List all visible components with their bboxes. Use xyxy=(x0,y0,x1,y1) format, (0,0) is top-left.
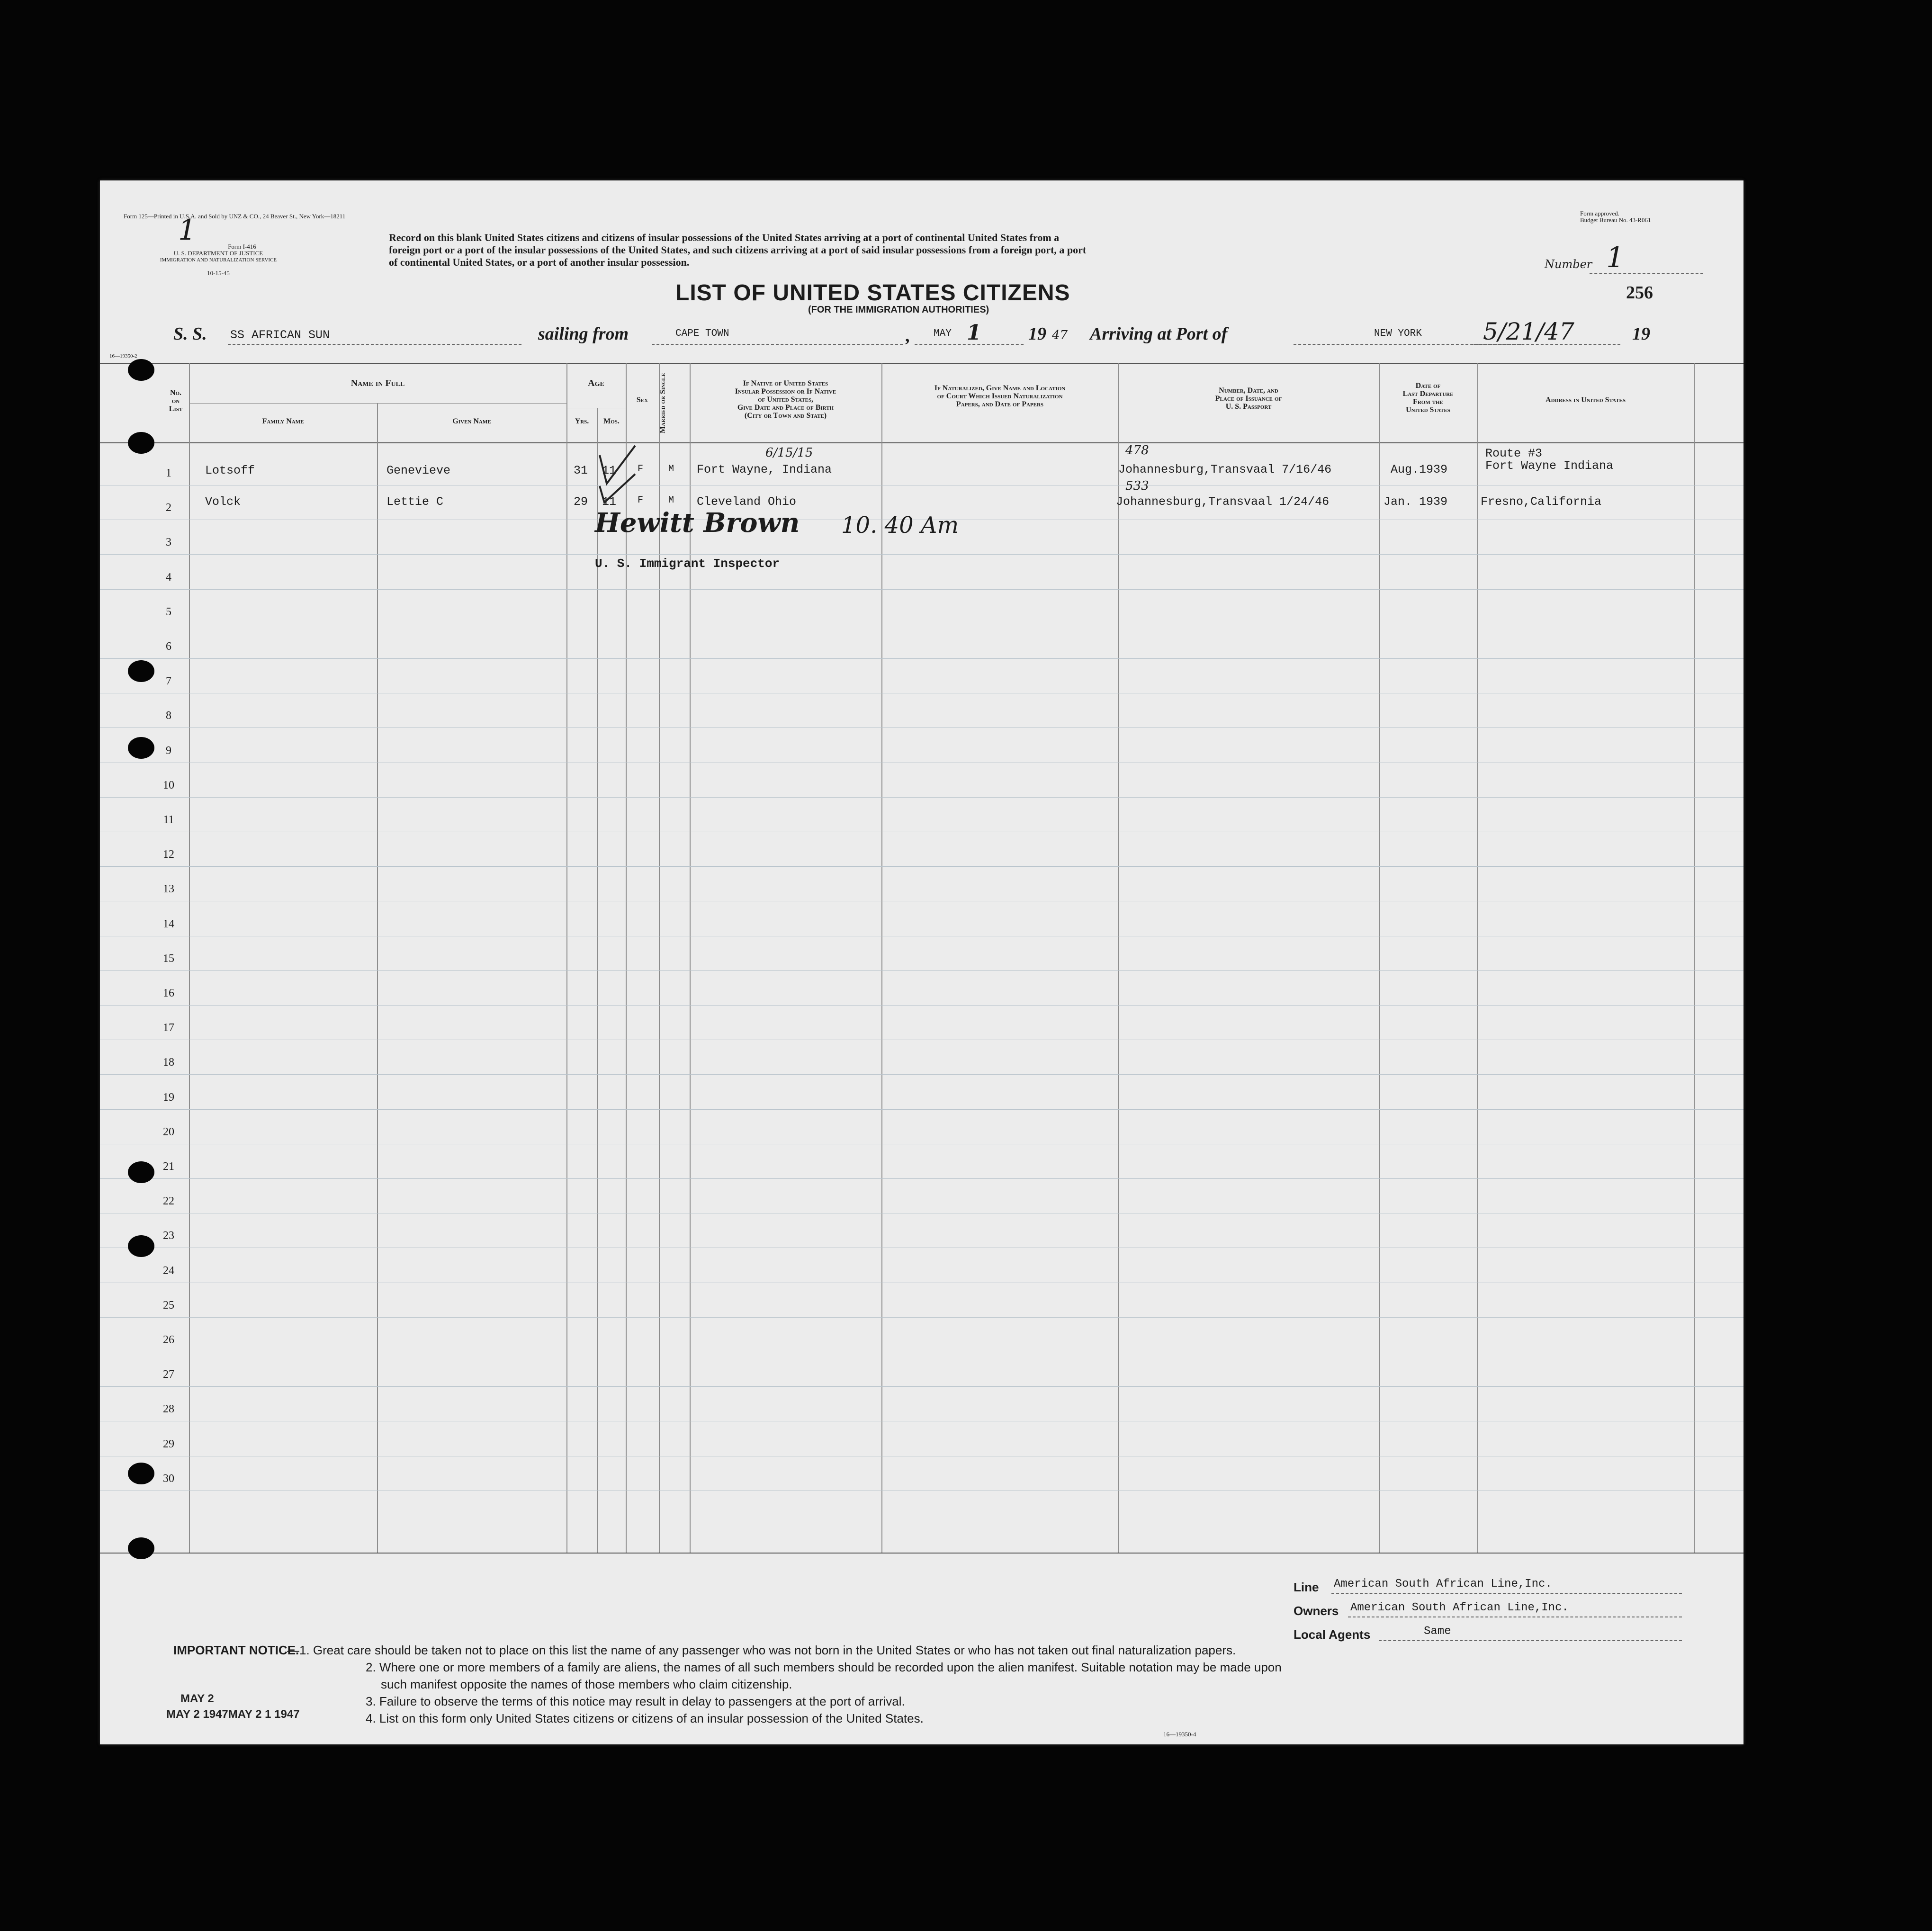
inspector-title: U. S. Immigrant Inspector xyxy=(595,557,780,571)
owners-label: Owners xyxy=(1294,1604,1339,1618)
budget-bureau: Budget Bureau No. 43-R061 xyxy=(1580,216,1651,224)
col-given-name: Given Name xyxy=(452,417,491,425)
age-months: 11 xyxy=(602,495,617,509)
manifest-sheet: Form 125—Printed in U.S.A. and Sold by UNZ & CO., 24 Beaver St., New York—18211 1 Form I-416 U. S. DEPARTMENT OF JUSTICE IMMIGRATION AND NATURALIZATION SERVICE 10-15-45 Form approved. Budget Bureau No. 43-R061 Record on this blank United States citizens and citizens of insular possessions of the United States arriving at a port of continental United States from a foreign port or a port of the insular possessions of the United States, and such citizens arriving at a port of said insular possessions from a foreign port, a port of continental United States, or a port of another insular possession. Number 1 256 LIST OF UNITED STATES CITIZENS (FOR THE IMMIGRATION AUTHORITIES) S. S. SS AFRICAN SUN sailing from CAPE TOWN , MAY 1 19 47 Arriving at Port of NEW YORK 5/21/47 19 16—19350-2 No. on List Name in Full Family Name Given Name Age Yrs. Mos. Sex Married or Single If Native of United States Insular Possession or If Native of United States, Give Date and Place of Birth (City or Town and State) If Naturalized, Give Name and Location of Court Which Issued Naturalization Papers, and Date of Papers Number, Date, and Place of Issuance of U. S. Passport Date of Last Departure From the United States Address in United States 1 2 3 4 5 6 7 8 9 10 11 12 13 14 15 16 17 18 19 20 21 22 23 24 25 26 27 28 29 30 Lotsoff Genevieve 31 11 F M 6/15/15 Fort Wayne, Indiana 478 Johannesburg,Transvaal 7/16/46 Aug.1939 Route #3 Fort Wayne Indiana Volck Lettie C 29 11 F M Cleveland Ohio 533 Johannesburg,Transvaal 1/24/46 Jan. 1939 Fresno,California Hewitt Brown 10. 40 Am U. S. Immigrant Inspector Line American South African Line,Inc. Owners American South African Line,Inc. Local Agents Same IMPORTANT NOTICE. —1. Great care should be taken not to place on this list the name of any passenger who was not born in the United States or who has not taken out final naturalization papers. 2. Where one or more members of a family are aliens, the names of all such members should be recorded upon the alien manifest. Suitable notation may be made upon such manifest opposite the names of those members who claim citizenship. 3. Failure to observe the terms of this notice may result in delay to passengers at the port of arrival. 4. List on this form only United States citizens or citizens of an insular possession of the United States. MAY 2 MAY 2 1947MAY 2 1 1947 16—19350-4 xyxy=(100,180,1743,1744)
passport-number: 478 xyxy=(1125,443,1149,458)
col-rule xyxy=(597,408,598,1553)
inspector-signature: Hewitt Brown xyxy=(595,507,800,539)
row-number: 30 xyxy=(163,1472,174,1485)
ss-label: S. S. xyxy=(173,324,207,344)
row-rule xyxy=(100,554,1743,555)
age-months: 11 xyxy=(602,464,617,477)
number-label: Number xyxy=(1545,258,1592,271)
row-number: 18 xyxy=(163,1056,174,1069)
page-subtitle: (FOR THE IMMIGRATION AUTHORITIES) xyxy=(808,305,989,315)
sail-day: 1 xyxy=(967,321,981,345)
row-rule xyxy=(100,1386,1743,1387)
page-number: 256 xyxy=(1626,283,1653,303)
arrival-date: 5/21/47 xyxy=(1483,318,1574,345)
row-number: 5 xyxy=(166,605,171,618)
row-number: 29 xyxy=(163,1437,174,1450)
year-prefix-2: 19 xyxy=(1632,324,1650,344)
birth-date: 6/15/15 xyxy=(765,446,813,460)
service: IMMIGRATION AND NATURALIZATION SERVICE xyxy=(160,257,277,263)
row-number: 9 xyxy=(166,744,171,757)
col-family-name: Family Name xyxy=(262,417,304,425)
check-marks xyxy=(593,436,645,517)
sex: F xyxy=(638,495,644,506)
row-rule xyxy=(100,589,1743,590)
col-rule xyxy=(659,363,660,1553)
sail-month: MAY xyxy=(934,328,952,339)
row-number: 3 xyxy=(166,536,171,549)
row-number: 24 xyxy=(163,1264,174,1277)
department: U. S. DEPARTMENT OF JUSTICE xyxy=(173,250,263,257)
given-name: Genevieve xyxy=(386,464,451,477)
col-no-header: No. on List xyxy=(169,389,183,413)
line-underline xyxy=(1331,1593,1682,1594)
row-number: 25 xyxy=(163,1299,174,1311)
col-rule xyxy=(1379,363,1380,1553)
page-title: LIST OF UNITED STATES CITIZENS xyxy=(675,280,1070,305)
row-number: 21 xyxy=(163,1160,174,1173)
row-rule xyxy=(100,1178,1743,1179)
binder-hole xyxy=(128,1161,154,1183)
row-number: 27 xyxy=(163,1368,174,1381)
passport-number: 533 xyxy=(1125,479,1149,493)
row-number: 22 xyxy=(163,1195,174,1208)
row-number: 28 xyxy=(163,1403,174,1416)
footer-code: 16—19350-4 xyxy=(1163,1731,1196,1738)
side-code: 16—19350-2 xyxy=(109,353,137,359)
agents-label: Local Agents xyxy=(1294,1627,1371,1642)
row-number: 15 xyxy=(163,952,174,965)
col-naturalized: If Naturalized, Give Name and Location of Court Which Issued Naturalization Papers, and Date of Papers xyxy=(934,384,1066,408)
form-number: Form I-416 xyxy=(228,243,256,250)
instruction-line-1: Record on this blank United States citizens and citizens of insular possessions of the United States arriving at a port of continental United States from a xyxy=(389,232,1060,243)
sex: F xyxy=(638,464,644,475)
received-stamp: MAY 2 xyxy=(180,1692,214,1705)
approval-line: Form approved. xyxy=(1580,210,1620,217)
arriving-label: Arriving at Port of xyxy=(1090,324,1228,344)
address-line-2: Fort Wayne Indiana xyxy=(1485,459,1614,473)
address-line-1: Route #3 xyxy=(1485,447,1543,460)
header-bottom-rule xyxy=(100,442,1743,443)
agents-underline xyxy=(1379,1640,1682,1641)
birth-place: Fort Wayne, Indiana xyxy=(697,463,832,476)
row-number: 13 xyxy=(163,883,174,896)
col-yrs: Yrs. xyxy=(575,417,589,425)
birth-place: Cleveland Ohio xyxy=(697,495,797,509)
binder-hole xyxy=(128,737,154,759)
col-rule xyxy=(189,363,190,1553)
family-name: Lotsoff xyxy=(205,464,255,477)
notice-item-1: —1. Great care should be taken not to place on this list the name of any passenger who was not born in the United States or who has not taken out final naturalization papers. xyxy=(287,1643,1236,1657)
ship-name: SS AFRICAN SUN xyxy=(230,328,330,342)
handwritten-mark: 1 xyxy=(178,214,197,247)
binder-hole xyxy=(128,1235,154,1257)
row-number: 23 xyxy=(163,1230,174,1242)
given-name: Lettie C xyxy=(386,495,444,509)
passport-issuance: Johannesburg,Transvaal 1/24/46 xyxy=(1116,495,1330,509)
table-top-rule xyxy=(100,363,1743,364)
marital-status: M xyxy=(668,495,674,506)
ship-underline xyxy=(228,344,521,345)
row-number: 6 xyxy=(166,640,171,653)
row-number: 1 xyxy=(166,467,171,479)
sail-year: 47 xyxy=(1052,328,1068,342)
row-number: 8 xyxy=(166,710,171,722)
row-number: 20 xyxy=(163,1125,174,1138)
col-rule xyxy=(1694,363,1695,1553)
row-number: 16 xyxy=(163,987,174,999)
col-rule xyxy=(881,363,882,1553)
number-value: 1 xyxy=(1606,241,1625,274)
address-line-1: Fresno,California xyxy=(1481,495,1602,509)
inspection-time: 10. 40 Am xyxy=(841,512,959,539)
notice-item-2: 2. Where one or more members of a family are aliens, the names of all such members should be recorded upon the alien manifest. Suitable notation may be made upon xyxy=(366,1660,1282,1674)
binder-hole xyxy=(128,1537,154,1559)
age-years: 29 xyxy=(574,495,588,509)
col-departure: Date of Last Departure From the United States xyxy=(1402,382,1454,414)
row-number: 17 xyxy=(163,1022,174,1034)
row-rule xyxy=(100,970,1743,971)
row-number: 14 xyxy=(163,917,174,930)
binder-hole xyxy=(128,359,154,381)
row-rule xyxy=(100,1005,1743,1006)
row-rule xyxy=(100,1109,1743,1110)
printer-line: Form 125—Printed in U.S.A. and Sold by UNZ & CO., 24 Beaver St., New York—18211 xyxy=(124,213,346,220)
col-rule xyxy=(1477,363,1478,1553)
family-name: Volck xyxy=(205,495,241,509)
row-rule xyxy=(100,1074,1743,1075)
age-years: 31 xyxy=(574,464,588,477)
line-label: Line xyxy=(1294,1580,1319,1594)
row-number: 2 xyxy=(166,502,171,514)
year-prefix: 19 xyxy=(1028,324,1046,344)
col-mos: Mos. xyxy=(603,417,620,425)
col-name-header: Name in Full xyxy=(350,378,405,388)
binder-hole xyxy=(128,660,154,682)
date-stamp: MAY 2 1947MAY 2 1 1947 xyxy=(166,1708,300,1721)
agents-value: Same xyxy=(1424,1625,1451,1638)
owners-value: American South African Line,Inc. xyxy=(1350,1601,1569,1614)
arrival-port: NEW YORK xyxy=(1374,328,1422,339)
row-number: 12 xyxy=(163,848,174,861)
line-value: American South African Line,Inc. xyxy=(1334,1578,1552,1590)
binder-hole xyxy=(128,432,154,454)
number-underline xyxy=(1590,273,1703,274)
notice-item-2-cont: such manifest opposite the names of those members who claim citizenship. xyxy=(381,1677,792,1691)
notice-item-3: 3. Failure to observe the terms of this notice may result in delay to passengers at the port of arrival. xyxy=(366,1694,905,1708)
col-rule xyxy=(690,363,691,1553)
binder-hole xyxy=(128,1463,154,1484)
row-number: 10 xyxy=(163,779,174,791)
row-number: 19 xyxy=(163,1091,174,1104)
departure-port: CAPE TOWN xyxy=(675,328,729,339)
row-rule xyxy=(100,1317,1743,1318)
last-departure: Aug.1939 xyxy=(1391,463,1448,476)
marital-status: M xyxy=(668,464,674,475)
col-age: Age xyxy=(588,378,604,388)
instruction-line-3: of continental United States, or a port of another insular possession. xyxy=(389,256,690,268)
arrival-date-underline xyxy=(1474,344,1620,345)
col-married: Married or Single xyxy=(659,373,667,433)
last-departure: Jan. 1939 xyxy=(1384,495,1448,509)
row-number: 4 xyxy=(166,571,171,584)
notice-heading: IMPORTANT NOTICE. xyxy=(173,1643,299,1657)
row-number: 7 xyxy=(166,675,171,688)
col-sex: Sex xyxy=(636,396,648,404)
passport-issuance: Johannesburg,Transvaal 7/16/46 xyxy=(1118,463,1332,476)
col-passport: Number, Date, and Place of Issuance of U. S. Passport xyxy=(1215,386,1282,411)
col-address: Address in United States xyxy=(1546,396,1626,404)
port-underline xyxy=(652,344,903,345)
notice-item-4: 4. List on this form only United States citizens or citizens of an insular possession of the United States. xyxy=(366,1711,924,1725)
col-rule xyxy=(566,363,567,1553)
sailing-label: sailing from xyxy=(538,324,629,344)
row-rule xyxy=(100,866,1743,867)
row-rule xyxy=(100,658,1743,659)
col-rule xyxy=(377,403,378,1553)
row-rule xyxy=(100,797,1743,798)
instruction-line-2: foreign port or a port of the insular possessions of the United States, and such citizens arriving at a port of said insular possessions from a foreign port, a port xyxy=(389,244,1087,256)
sail-date-underline xyxy=(915,344,1024,345)
table-bottom-rule xyxy=(100,1553,1743,1554)
col-birth: If Native of United States Insular Possession or If Native of United States, Give Date and Place of Birth (City or Town and State) xyxy=(735,379,836,420)
row-number: 26 xyxy=(163,1334,174,1346)
row-number: 11 xyxy=(163,814,174,826)
col-rule xyxy=(626,363,627,1553)
col-rule xyxy=(1118,363,1119,1553)
form-date: 10-15-45 xyxy=(207,269,230,277)
row-rule xyxy=(100,727,1743,728)
